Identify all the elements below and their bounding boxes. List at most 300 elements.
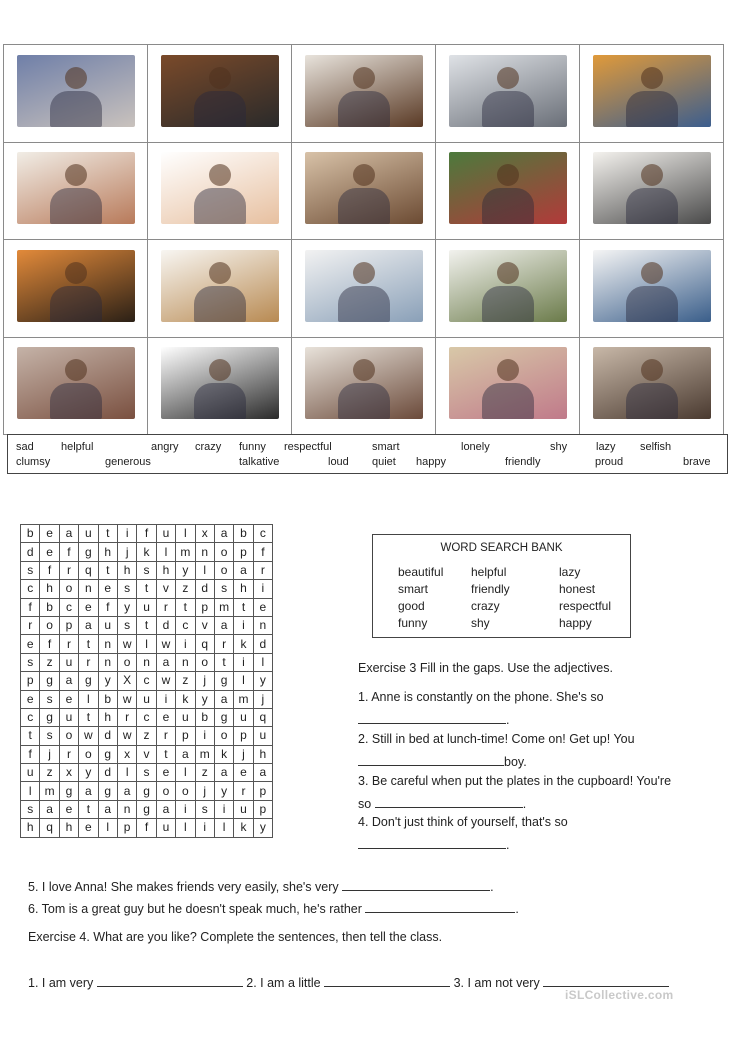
- person-head: [641, 359, 663, 381]
- person-body: [194, 383, 246, 419]
- word-search-cell[interactable]: n: [117, 800, 136, 818]
- word-search-cell[interactable]: y: [98, 672, 117, 690]
- word-search-cell[interactable]: s: [21, 800, 40, 818]
- blank-2[interactable]: [358, 753, 527, 769]
- bank-word: crazy: [471, 599, 500, 613]
- word-search-cell[interactable]: y: [195, 690, 214, 708]
- word-search-cell[interactable]: i: [176, 635, 195, 653]
- word-search-cell[interactable]: d: [98, 727, 117, 745]
- bank-word: shy: [471, 616, 490, 630]
- word-search-cell[interactable]: a: [79, 782, 98, 800]
- word-search-cell[interactable]: e: [234, 764, 253, 782]
- word-search-cell[interactable]: a: [156, 800, 175, 818]
- adj-lazy: lazy: [596, 441, 616, 453]
- word-search-cell[interactable]: e: [156, 764, 175, 782]
- word-search-cell[interactable]: s: [21, 653, 40, 671]
- word-search-cell[interactable]: a: [253, 764, 272, 782]
- word-search-cell[interactable]: z: [40, 653, 59, 671]
- word-search-cell[interactable]: j: [195, 782, 214, 800]
- word-search-cell[interactable]: m: [214, 598, 233, 616]
- word-search-cell[interactable]: t: [156, 745, 175, 763]
- period: .: [506, 713, 510, 727]
- photo-cell: [4, 337, 148, 435]
- blank-1[interactable]: [358, 711, 509, 727]
- word-search-cell[interactable]: s: [137, 561, 156, 579]
- word-search-cell[interactable]: u: [156, 525, 175, 543]
- word-search-cell[interactable]: k: [234, 635, 253, 653]
- word-search-cell[interactable]: e: [79, 819, 98, 837]
- word-search-cell[interactable]: a: [79, 616, 98, 634]
- word-search-cell[interactable]: q: [195, 635, 214, 653]
- word-search-cell[interactable]: o: [214, 727, 233, 745]
- person-body: [338, 286, 390, 322]
- word-search-cell[interactable]: x: [59, 764, 78, 782]
- word-search-cell[interactable]: g: [59, 782, 78, 800]
- photo-cell: [436, 240, 580, 338]
- word-search-row: [21, 580, 273, 598]
- word-search-cell[interactable]: X: [117, 672, 136, 690]
- word-search-cell[interactable]: s: [40, 727, 59, 745]
- word-search-cell[interactable]: i: [156, 690, 175, 708]
- word-search-cell[interactable]: p: [195, 598, 214, 616]
- word-search-cell[interactable]: i: [195, 819, 214, 837]
- word-search-cell[interactable]: p: [117, 819, 136, 837]
- bank-word: respectful: [559, 599, 612, 613]
- word-search-cell[interactable]: u: [137, 598, 156, 616]
- bank-word: friendly: [471, 582, 510, 596]
- word-search-cell[interactable]: g: [137, 800, 156, 818]
- word-search-cell[interactable]: t: [137, 580, 156, 598]
- word-search-cell[interactable]: l: [117, 764, 136, 782]
- word-search-cell[interactable]: g: [214, 672, 233, 690]
- word-search-cell[interactable]: g: [79, 672, 98, 690]
- word-search-cell[interactable]: a: [214, 525, 233, 543]
- word-search-cell[interactable]: l: [21, 782, 40, 800]
- word-search-cell[interactable]: f: [137, 819, 156, 837]
- word-search-cell[interactable]: c: [253, 525, 272, 543]
- person-body: [338, 383, 390, 419]
- word-search-cell[interactable]: h: [234, 580, 253, 598]
- word-search-cell[interactable]: r: [21, 616, 40, 634]
- person-body: [626, 188, 678, 224]
- exercise3-sentence-4: 4. Don't just think of yourself, that's so: [358, 815, 568, 829]
- word-search-cell[interactable]: q: [253, 708, 272, 726]
- word-search-cell[interactable]: o: [214, 561, 233, 579]
- word-search-row: [21, 727, 273, 745]
- sentence-start: so: [358, 797, 372, 811]
- person-head: [65, 359, 87, 381]
- word-search-cell[interactable]: n: [176, 653, 195, 671]
- word-search-cell[interactable]: n: [98, 635, 117, 653]
- word-search-cell[interactable]: c: [176, 616, 195, 634]
- word-search-cell[interactable]: f: [21, 745, 40, 763]
- word-search-cell[interactable]: e: [98, 580, 117, 598]
- word-search-cell[interactable]: u: [253, 727, 272, 745]
- person-body: [482, 383, 534, 419]
- person-body: [50, 286, 102, 322]
- photo-cell: [436, 337, 580, 435]
- adj-lonely: lonely: [461, 441, 490, 453]
- exercise4-blank-3[interactable]: [543, 974, 669, 987]
- person-body: [626, 286, 678, 322]
- word-search-cell[interactable]: r: [214, 635, 233, 653]
- word-search-cell[interactable]: v: [195, 616, 214, 634]
- word-search-cell[interactable]: t: [79, 800, 98, 818]
- word-search-cell[interactable]: g: [79, 543, 98, 561]
- word-search-cell[interactable]: p: [21, 672, 40, 690]
- adj-generous: generous: [105, 456, 151, 468]
- person-body: [482, 286, 534, 322]
- person-body: [338, 188, 390, 224]
- word-search-cell[interactable]: a: [156, 653, 175, 671]
- word-search-cell[interactable]: q: [79, 561, 98, 579]
- photo-cell: [4, 142, 148, 240]
- word-search-cell[interactable]: o: [59, 727, 78, 745]
- word-search-cell[interactable]: j: [195, 672, 214, 690]
- word-search-cell[interactable]: a: [214, 764, 233, 782]
- sentence-5-text: 5. I love Anna! She makes friends very easily, she's very: [28, 880, 339, 894]
- word-search-cell[interactable]: i: [214, 800, 233, 818]
- word-search-cell[interactable]: g: [214, 708, 233, 726]
- word-search-cell[interactable]: h: [117, 561, 136, 579]
- word-search-cell[interactable]: b: [195, 708, 214, 726]
- word-search-cell[interactable]: e: [21, 690, 40, 708]
- word-search-cell[interactable]: s: [214, 580, 233, 598]
- photo-image: [161, 347, 279, 419]
- word-search-cell[interactable]: g: [40, 672, 59, 690]
- word-search-cell[interactable]: t: [176, 598, 195, 616]
- word-search-cell[interactable]: a: [40, 800, 59, 818]
- word-search-cell[interactable]: u: [234, 800, 253, 818]
- word-search-cell[interactable]: s: [21, 561, 40, 579]
- word-search-cell[interactable]: d: [21, 543, 40, 561]
- word-search-cell[interactable]: u: [156, 819, 175, 837]
- word-search-cell[interactable]: w: [156, 672, 175, 690]
- word-search-cell[interactable]: l: [137, 635, 156, 653]
- word-search-cell[interactable]: b: [40, 598, 59, 616]
- person-head: [497, 164, 519, 186]
- word-search-cell[interactable]: y: [253, 672, 272, 690]
- word-search-cell[interactable]: o: [79, 745, 98, 763]
- word-search-cell[interactable]: p: [176, 727, 195, 745]
- word-search-cell[interactable]: f: [253, 543, 272, 561]
- person-head: [641, 67, 663, 89]
- exercise4-prompt-2: 2. I am a little: [246, 976, 321, 990]
- word-search-cell[interactable]: l: [234, 672, 253, 690]
- photo-cell: [4, 45, 148, 143]
- photo-cell: [292, 45, 436, 143]
- word-search-cell[interactable]: t: [137, 616, 156, 634]
- word-search-cell[interactable]: j: [117, 543, 136, 561]
- word-search-cell[interactable]: h: [253, 745, 272, 763]
- blank-4[interactable]: [358, 836, 509, 852]
- word-search-cell[interactable]: l: [253, 653, 272, 671]
- word-search-cell[interactable]: j: [40, 745, 59, 763]
- word-search-cell[interactable]: m: [234, 690, 253, 708]
- word-search-cell[interactable]: n: [79, 580, 98, 598]
- word-search-cell[interactable]: d: [98, 764, 117, 782]
- word-search-cell[interactable]: i: [234, 616, 253, 634]
- word-search-cell[interactable]: u: [59, 708, 78, 726]
- word-search-cell[interactable]: s: [195, 800, 214, 818]
- word-search-cell[interactable]: g: [98, 745, 117, 763]
- word-search-cell[interactable]: o: [156, 782, 175, 800]
- word-search-cell[interactable]: n: [137, 653, 156, 671]
- word-search-cell[interactable]: f: [59, 543, 78, 561]
- word-search-cell[interactable]: y: [79, 764, 98, 782]
- word-search-cell[interactable]: d: [253, 635, 272, 653]
- person-body: [626, 383, 678, 419]
- word-search-cell[interactable]: k: [214, 745, 233, 763]
- photo-image: [449, 55, 567, 127]
- word-search-cell[interactable]: j: [234, 745, 253, 763]
- exercise3-heading: Exercise 3 Fill in the gaps. Use the adjectives.: [358, 661, 613, 675]
- word-search-cell[interactable]: s: [117, 580, 136, 598]
- word-search-cell[interactable]: e: [79, 598, 98, 616]
- word-search-cell[interactable]: e: [40, 525, 59, 543]
- word-search-cell[interactable]: m: [176, 543, 195, 561]
- word-search-row: [21, 525, 273, 543]
- word-search-cell[interactable]: e: [59, 800, 78, 818]
- word-search-cell[interactable]: n: [98, 653, 117, 671]
- word-search-cell[interactable]: c: [21, 708, 40, 726]
- word-search-cell[interactable]: d: [156, 616, 175, 634]
- word-search-row: [21, 782, 273, 800]
- word-search-cell[interactable]: u: [79, 525, 98, 543]
- word-search-cell[interactable]: f: [98, 598, 117, 616]
- word-search-cell[interactable]: c: [21, 580, 40, 598]
- word-search-cell[interactable]: k: [137, 543, 156, 561]
- word-search-cell[interactable]: b: [21, 525, 40, 543]
- word-search-row: [21, 653, 273, 671]
- word-search-cell[interactable]: p: [253, 782, 272, 800]
- person-body: [338, 91, 390, 127]
- word-search-cell[interactable]: w: [156, 635, 175, 653]
- word-search-cell[interactable]: z: [40, 764, 59, 782]
- word-search-cell[interactable]: w: [79, 727, 98, 745]
- word-search-cell[interactable]: v: [137, 745, 156, 763]
- word-search-cell[interactable]: w: [117, 727, 136, 745]
- word-search-cell[interactable]: r: [59, 635, 78, 653]
- word-search-cell[interactable]: r: [79, 653, 98, 671]
- word-search-cell[interactable]: p: [59, 616, 78, 634]
- word-search-cell[interactable]: y: [214, 782, 233, 800]
- photo-cell: [148, 45, 292, 143]
- word-search-cell[interactable]: g: [137, 782, 156, 800]
- word-search-cell[interactable]: a: [98, 800, 117, 818]
- word-search-cell[interactable]: d: [195, 580, 214, 598]
- word-search-cell[interactable]: o: [176, 782, 195, 800]
- word-search-cell[interactable]: c: [137, 708, 156, 726]
- word-search-cell[interactable]: i: [117, 525, 136, 543]
- photo-cell: [292, 337, 436, 435]
- photo-image: [449, 250, 567, 322]
- photo-cell: [580, 240, 724, 338]
- word-search-cell[interactable]: z: [176, 672, 195, 690]
- bank-word: helpful: [471, 565, 507, 579]
- word-search-cell[interactable]: o: [195, 653, 214, 671]
- word-search-cell[interactable]: r: [253, 561, 272, 579]
- word-search-cell[interactable]: s: [40, 690, 59, 708]
- word-search-cell[interactable]: h: [40, 580, 59, 598]
- photo-image: [17, 152, 135, 224]
- word-search-cell[interactable]: m: [195, 745, 214, 763]
- word-search-cell[interactable]: n: [195, 543, 214, 561]
- word-search-cell[interactable]: a: [214, 690, 233, 708]
- word-search-cell[interactable]: b: [98, 690, 117, 708]
- word-search-cell[interactable]: s: [137, 764, 156, 782]
- word-search-cell[interactable]: a: [176, 745, 195, 763]
- blank-6[interactable]: [365, 900, 515, 913]
- word-search-cell[interactable]: p: [253, 800, 272, 818]
- word-search-cell[interactable]: f: [40, 635, 59, 653]
- word-search-cell[interactable]: y: [176, 561, 195, 579]
- photo-image: [17, 55, 135, 127]
- person-head: [353, 262, 375, 284]
- word-search-cell[interactable]: e: [40, 543, 59, 561]
- word-search-cell[interactable]: o: [59, 580, 78, 598]
- word-search-cell[interactable]: z: [176, 580, 195, 598]
- word-search-cell[interactable]: t: [234, 598, 253, 616]
- word-search-cell[interactable]: q: [40, 819, 59, 837]
- word-search-cell[interactable]: f: [40, 561, 59, 579]
- word-search-cell[interactable]: l: [195, 561, 214, 579]
- blank-3[interactable]: [358, 795, 526, 811]
- word-search-cell[interactable]: p: [234, 543, 253, 561]
- word-search-cell[interactable]: r: [234, 782, 253, 800]
- word-search-cell[interactable]: i: [176, 800, 195, 818]
- word-search-cell[interactable]: a: [59, 672, 78, 690]
- word-search-cell[interactable]: x: [117, 745, 136, 763]
- word-search-cell[interactable]: g: [98, 782, 117, 800]
- word-search-cell[interactable]: z: [137, 727, 156, 745]
- word-search-cell[interactable]: r: [156, 727, 175, 745]
- photo-image: [593, 152, 711, 224]
- word-search-cell[interactable]: y: [253, 819, 272, 837]
- word-search-cell[interactable]: u: [176, 708, 195, 726]
- word-search-cell[interactable]: t: [21, 727, 40, 745]
- word-search-cell[interactable]: a: [214, 616, 233, 634]
- word-search-cell[interactable]: l: [79, 690, 98, 708]
- word-search-cell[interactable]: c: [137, 672, 156, 690]
- word-search-cell[interactable]: l: [176, 819, 195, 837]
- word-search-cell[interactable]: s: [117, 616, 136, 634]
- word-search-cell[interactable]: f: [137, 525, 156, 543]
- word-search-cell[interactable]: a: [234, 561, 253, 579]
- bank-word: funny: [398, 616, 428, 630]
- word-search-cell[interactable]: t: [79, 708, 98, 726]
- word-search-cell[interactable]: v: [156, 580, 175, 598]
- word-search-cell[interactable]: j: [253, 690, 272, 708]
- period: .: [522, 797, 527, 811]
- word-search-cell[interactable]: h: [59, 819, 78, 837]
- word-search-cell[interactable]: p: [234, 727, 253, 745]
- word-search-cell[interactable]: e: [21, 635, 40, 653]
- photo-image: [305, 152, 423, 224]
- word-search-cell[interactable]: e: [59, 690, 78, 708]
- word-search-cell[interactable]: l: [156, 543, 175, 561]
- word-search-cell[interactable]: y: [117, 598, 136, 616]
- word-search-cell[interactable]: g: [40, 708, 59, 726]
- word-search-cell[interactable]: u: [137, 690, 156, 708]
- photo-cell: [436, 45, 580, 143]
- word-search-cell[interactable]: n: [253, 616, 272, 634]
- word-search-cell[interactable]: c: [59, 598, 78, 616]
- word-search-cell[interactable]: t: [214, 653, 233, 671]
- word-search-cell[interactable]: a: [59, 525, 78, 543]
- person-body: [194, 286, 246, 322]
- bank-word: lazy: [559, 565, 581, 579]
- period: .: [506, 838, 510, 852]
- word-search-cell[interactable]: k: [234, 819, 253, 837]
- word-search-cell[interactable]: r: [59, 745, 78, 763]
- word-search-cell[interactable]: x: [195, 525, 214, 543]
- word-search-cell[interactable]: o: [40, 616, 59, 634]
- word-search-cell[interactable]: z: [195, 764, 214, 782]
- word-search-cell[interactable]: l: [98, 819, 117, 837]
- word-search-cell[interactable]: b: [234, 525, 253, 543]
- adjective-box: [7, 434, 728, 474]
- word-search-cell[interactable]: l: [214, 819, 233, 837]
- person-head: [209, 67, 231, 89]
- word-search-cell[interactable]: u: [59, 653, 78, 671]
- word-search-cell[interactable]: o: [214, 543, 233, 561]
- word-search-cell[interactable]: o: [117, 653, 136, 671]
- exercise3-sentence-1: 1. Anne is constantly on the phone. She's so: [358, 690, 604, 704]
- word-search-cell[interactable]: w: [117, 690, 136, 708]
- word-search-cell[interactable]: l: [176, 525, 195, 543]
- word-search-cell[interactable]: f: [21, 598, 40, 616]
- word-search-cell[interactable]: i: [195, 727, 214, 745]
- exercise4-blank-1[interactable]: [97, 974, 243, 987]
- word-search-grid: [20, 524, 273, 838]
- person-body: [194, 91, 246, 127]
- word-search-cell[interactable]: r: [117, 708, 136, 726]
- word-search-cell[interactable]: a: [117, 782, 136, 800]
- exercise4-blank-2[interactable]: [324, 974, 450, 987]
- word-search-cell[interactable]: h: [156, 561, 175, 579]
- adj-friendly: friendly: [505, 456, 541, 468]
- word-search-cell[interactable]: u: [234, 708, 253, 726]
- adj-sad: sad: [16, 441, 34, 453]
- person-head: [209, 359, 231, 381]
- word-search-cell[interactable]: h: [21, 819, 40, 837]
- word-search-cell[interactable]: m: [40, 782, 59, 800]
- word-search-cell[interactable]: h: [98, 543, 117, 561]
- word-search-cell[interactable]: r: [59, 561, 78, 579]
- word-search-cell[interactable]: k: [176, 690, 195, 708]
- word-search-row: [21, 819, 273, 837]
- word-search-row: [21, 598, 273, 616]
- word-search-cell[interactable]: r: [156, 598, 175, 616]
- blank-5[interactable]: [342, 878, 490, 891]
- adj-helpful: helpful: [61, 441, 94, 453]
- word-search-cell[interactable]: h: [98, 708, 117, 726]
- word-search-cell[interactable]: i: [234, 653, 253, 671]
- word-search-cell[interactable]: u: [98, 616, 117, 634]
- word-search-cell[interactable]: t: [98, 561, 117, 579]
- word-search-cell[interactable]: e: [156, 708, 175, 726]
- word-search-cell[interactable]: u: [21, 764, 40, 782]
- word-search-cell[interactable]: e: [253, 598, 272, 616]
- word-search-cell[interactable]: t: [98, 525, 117, 543]
- adj-clumsy: clumsy: [16, 456, 51, 468]
- word-search-cell[interactable]: l: [176, 764, 195, 782]
- word-search-cell[interactable]: w: [117, 635, 136, 653]
- person-head: [209, 164, 231, 186]
- word-search-cell[interactable]: t: [79, 635, 98, 653]
- word-search-cell[interactable]: i: [253, 580, 272, 598]
